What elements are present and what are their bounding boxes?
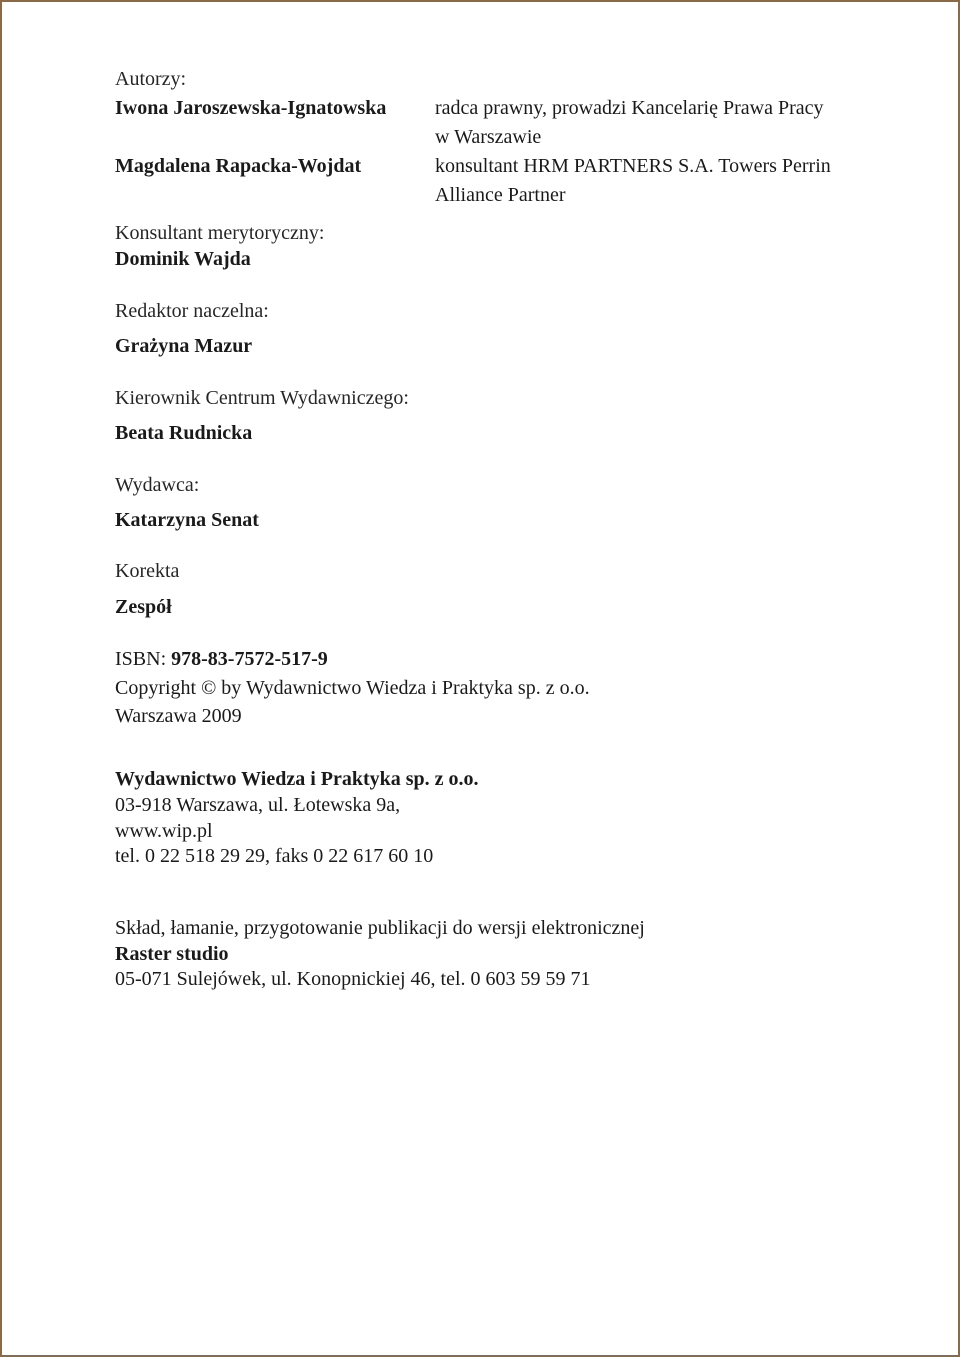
- editor-label: Redaktor naczelna:: [115, 300, 269, 322]
- publisher-phone: tel. 0 22 518 29 29, faks 0 22 617 60 10: [115, 845, 434, 867]
- place-year: Warszawa 2009: [115, 705, 242, 727]
- typesetting-label: Skład, łamanie, przygotowanie publikacji do wersji elektronicznej: [115, 917, 645, 939]
- publisher-editor-name: Katarzyna Senat: [115, 509, 259, 531]
- typesetting-studio: Raster studio: [115, 943, 229, 965]
- isbn-value: 978-83-7572-517-9: [171, 648, 328, 670]
- author-name-1: Iwona Jaroszewska-Ignatowska: [115, 97, 387, 119]
- manager-name: Beata Rudnicka: [115, 422, 253, 444]
- typesetting-address: 05-071 Sulejówek, ul. Konopnickiej 46, tel. 0 603 59 59 71: [115, 968, 591, 990]
- proofreading-name: Zespół: [115, 596, 172, 618]
- publisher-website: www.wip.pl: [115, 820, 213, 842]
- author-desc-2-line2: Alliance Partner: [435, 184, 566, 206]
- consultant-name: Dominik Wajda: [115, 248, 251, 270]
- publisher-address: 03-918 Warszawa, ul. Łotewska 9a,: [115, 794, 401, 816]
- author-desc-1-line1: radca prawny, prowadzi Kancelarię Prawa Pracy: [435, 97, 824, 119]
- publisher-editor-label: Wydawca:: [115, 474, 200, 496]
- author-desc-2-line1: konsultant HRM PARTNERS S.A. Towers Perrin: [435, 155, 831, 177]
- proofreading-label: Korekta: [115, 560, 180, 582]
- author-desc-1-line2: w Warszawie: [435, 126, 542, 148]
- author-name-2: Magdalena Rapacka-Wojdat: [115, 155, 362, 177]
- copyright: Copyright © by Wydawnictwo Wiedza i Praktyka sp. z o.o.: [115, 677, 590, 699]
- consultant-label: Konsultant merytoryczny:: [115, 222, 325, 244]
- manager-label: Kierownik Centrum Wydawniczego:: [115, 387, 409, 409]
- authors-label: Autorzy:: [115, 68, 187, 90]
- isbn-line: [115, 645, 328, 673]
- publisher-name: Wydawnictwo Wiedza i Praktyka sp. z o.o.: [115, 768, 479, 790]
- editor-name: Grażyna Mazur: [115, 335, 253, 357]
- isbn-label: ISBN:: [115, 648, 167, 670]
